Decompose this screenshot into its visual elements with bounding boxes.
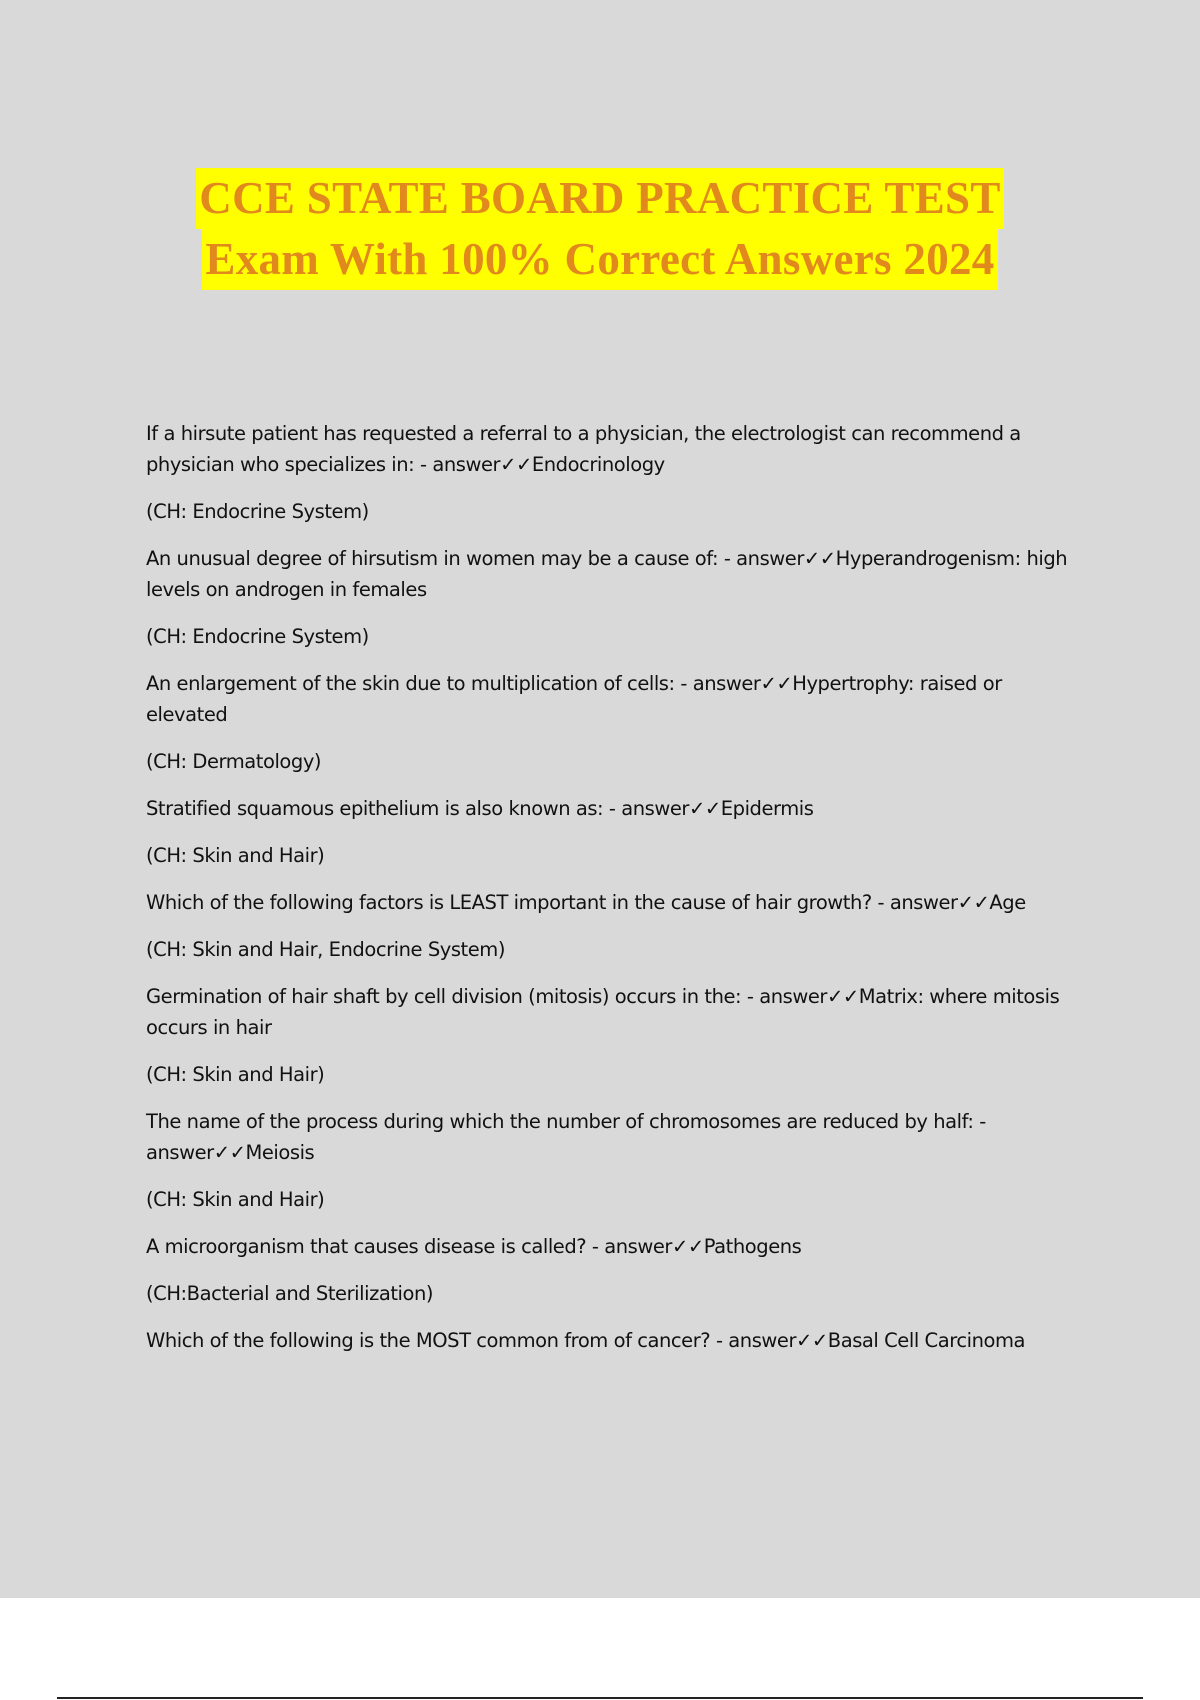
document-title <box>0 168 1200 290</box>
chapter-reference: (CH: Endocrine System) <box>146 500 369 523</box>
chapter-reference: (CH: Skin and Hair) <box>146 844 325 867</box>
question-list <box>146 418 1086 1371</box>
question-answer: Which of the following is the MOST common from of cancer? - answer✓✓Basal Cell Carcinoma <box>146 1329 1026 1352</box>
chapter-reference: (CH: Endocrine System) <box>146 625 369 648</box>
question-answer: A microorganism that causes disease is called? - answer✓✓Pathogens <box>146 1235 802 1258</box>
question-answer: An enlargement of the skin due to multiplication of cells: - answer✓✓Hypertrophy: raised or elevated <box>146 672 1002 726</box>
chapter-reference: (CH: Skin and Hair) <box>146 1188 325 1211</box>
question-answer: If a hirsute patient has requested a referral to a physician, the electrologist can recommend a physician who specializes in: - answer✓✓Endocrinology <box>146 422 1021 476</box>
chapter-reference: (CH: Skin and Hair, Endocrine System) <box>146 938 506 961</box>
title-line-2: Exam With 100% Correct Answers 2024 <box>202 229 997 290</box>
chapter-reference: (CH: Dermatology) <box>146 750 322 773</box>
question-answer: The name of the process during which the number of chromosomes are reduced by half: - answer✓✓Meiosis <box>146 1110 986 1164</box>
question-answer: Stratified squamous epithelium is also known as: - answer✓✓Epidermis <box>146 797 814 820</box>
chapter-reference: (CH:Bacterial and Sterilization) <box>146 1282 434 1305</box>
question-answer: Which of the following factors is LEAST important in the cause of hair growth? - answer✓✓Age <box>146 891 1026 914</box>
question-answer: Germination of hair shaft by cell division (mitosis) occurs in the: - answer✓✓Matrix: where mitosis occurs in hair <box>146 985 1060 1039</box>
question-answer: An unusual degree of hirsutism in women may be a cause of: - answer✓✓Hyperandrogenism: high levels on androgen in females <box>146 547 1068 601</box>
title-line-1: CCE STATE BOARD PRACTICE TEST <box>196 168 1003 229</box>
chapter-reference: (CH: Skin and Hair) <box>146 1063 325 1086</box>
footer-divider <box>57 1697 1143 1699</box>
